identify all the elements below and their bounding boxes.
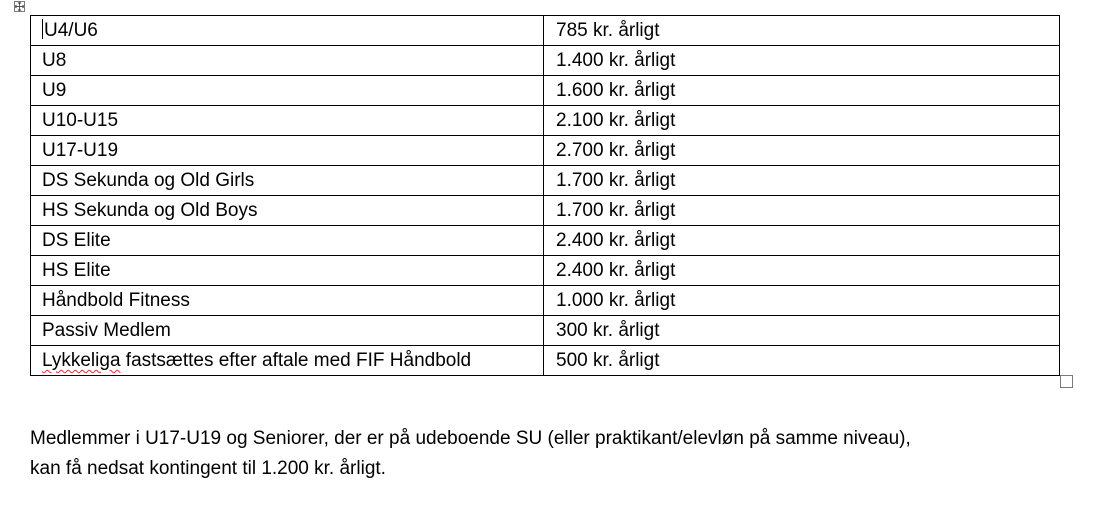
table-row xyxy=(31,256,1060,286)
price-cell[interactable]: 2.400 kr. årligt xyxy=(544,256,1060,286)
category-cell[interactable] xyxy=(31,346,544,376)
price-cell[interactable]: 2.100 kr. årligt xyxy=(544,106,1060,136)
price-cell[interactable]: 1.600 kr. årligt xyxy=(544,76,1060,106)
category-cell[interactable]: U4/U6 xyxy=(31,16,544,46)
table-row xyxy=(31,286,1060,316)
table-row xyxy=(31,16,1060,46)
price-cell[interactable]: 1.400 kr. årligt xyxy=(544,46,1060,76)
table-row xyxy=(31,106,1060,136)
table-row xyxy=(31,76,1060,106)
category-text: fastsættes efter aftale med FIF Håndbold xyxy=(120,350,472,371)
price-cell[interactable]: 2.700 kr. årligt xyxy=(544,136,1060,166)
category-cell[interactable]: Passiv Medlem xyxy=(31,316,544,346)
note-line-2: kan få nedsat kontingent til 1.200 kr. årligt. xyxy=(30,458,386,479)
price-cell[interactable]: 2.400 kr. årligt xyxy=(544,226,1060,256)
membership-price-table xyxy=(30,15,1060,376)
price-cell[interactable]: 1.700 kr. årligt xyxy=(544,166,1060,196)
table-row xyxy=(31,196,1060,226)
table-move-handle-icon[interactable] xyxy=(14,1,25,12)
table-row xyxy=(31,166,1060,196)
category-cell[interactable]: HS Elite xyxy=(31,256,544,286)
reduced-fee-note xyxy=(30,424,1070,484)
price-cell[interactable]: 785 kr. årligt xyxy=(544,16,1060,46)
note-line-1: Medlemmer i U17-U19 og Seniorer, der er på udeboende SU (eller praktikant/elevløn på samme niveau), xyxy=(30,428,911,449)
price-cell[interactable]: 300 kr. årligt xyxy=(544,316,1060,346)
category-cell[interactable]: U17-U19 xyxy=(31,136,544,166)
price-cell[interactable]: 500 kr. årligt xyxy=(544,346,1060,376)
category-cell[interactable]: DS Elite xyxy=(31,226,544,256)
category-cell[interactable]: DS Sekunda og Old Girls xyxy=(31,166,544,196)
table-row xyxy=(31,226,1060,256)
table-resize-handle-icon[interactable] xyxy=(1060,375,1073,388)
table-row xyxy=(31,316,1060,346)
category-cell[interactable]: HS Sekunda og Old Boys xyxy=(31,196,544,226)
text-cursor xyxy=(42,19,43,39)
table-row xyxy=(31,46,1060,76)
category-cell[interactable]: U10-U15 xyxy=(31,106,544,136)
category-cell[interactable]: U8 xyxy=(31,46,544,76)
price-cell[interactable]: 1.700 kr. årligt xyxy=(544,196,1060,226)
price-cell[interactable]: 1.000 kr. årligt xyxy=(544,286,1060,316)
category-cell[interactable]: U9 xyxy=(31,76,544,106)
table-row xyxy=(31,136,1060,166)
category-cell[interactable]: Håndbold Fitness xyxy=(31,286,544,316)
misspelled-word[interactable]: Lykkeliga xyxy=(42,350,121,371)
table-row xyxy=(31,346,1060,376)
